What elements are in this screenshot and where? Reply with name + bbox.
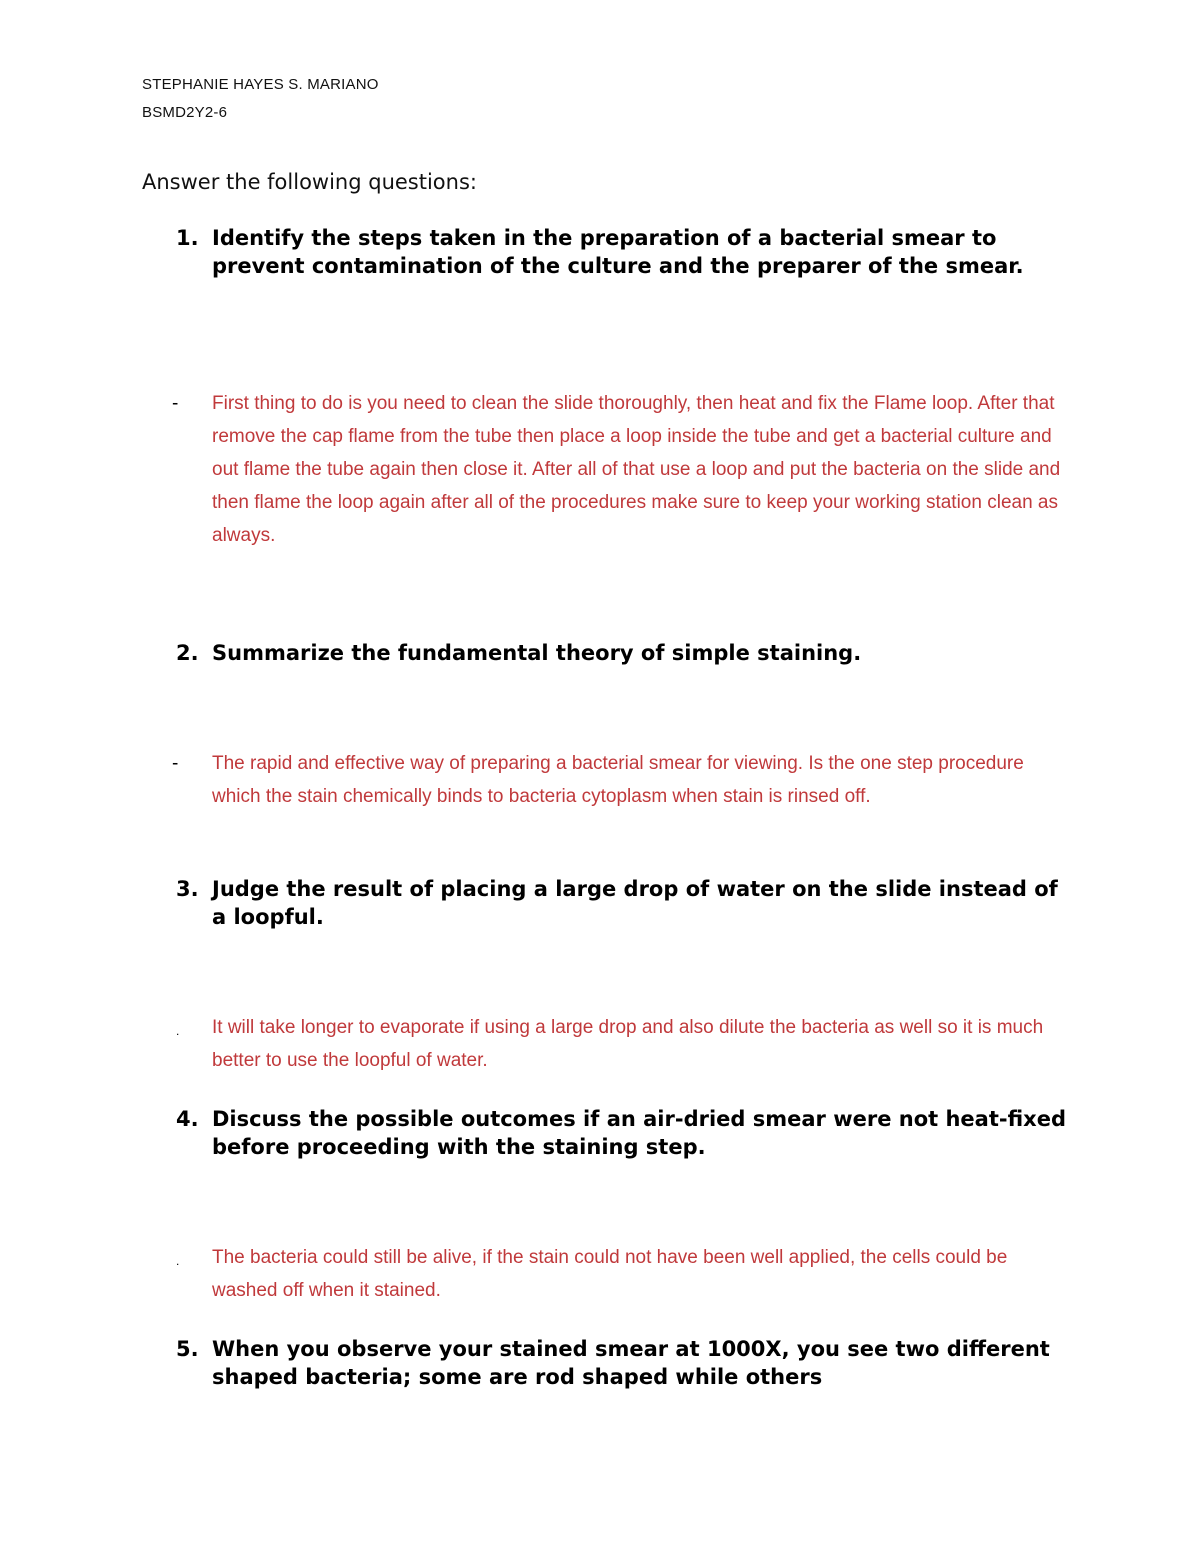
- question-number: 2.: [176, 641, 199, 665]
- header-name: STEPHANIE HAYES S. MARIANO: [142, 76, 379, 93]
- answer-bullet: .: [176, 1254, 180, 1268]
- intro-text: Answer the following questions:: [142, 170, 477, 194]
- answer-text: The bacteria could still be alive, if the stain could not have been well applied, the cells could be washed off when it stained.: [212, 1247, 1008, 1301]
- question-text: When you observe your stained smear at 1000X, you see two different shaped bacteria; some are rod shaped while others: [212, 1337, 1050, 1389]
- question-number: 3.: [176, 877, 199, 901]
- question-text: Discuss the possible outcomes if an air-dried smear were not heat-fixed before proceeding with the staining step.: [212, 1107, 1066, 1159]
- question-number: 4.: [176, 1107, 199, 1131]
- answer-bullet: -: [172, 393, 179, 414]
- question-4: [176, 1105, 1076, 1161]
- question-2: [176, 639, 1076, 667]
- answer-text: First thing to do is you need to clean the slide thoroughly, then heat and fix the Flame loop. After that remove the cap flame from the tube then place a loop inside the tube and get a bacterial culture and out flame the tube again then close it. After all of that use a loop and put the bacteria on the slide and then flame the loop again after all of the procedures make sure to keep your working station clean as always.: [212, 393, 1061, 546]
- question-3: [176, 875, 1076, 931]
- answer-text: The rapid and effective way of preparing a bacterial smear for viewing. Is the one step procedure which the stain chemically binds to bacteria cytoplasm when stain is rinsed off.: [212, 753, 1024, 807]
- question-5: [176, 1335, 1076, 1391]
- header-section: BSMD2Y2-6: [142, 104, 228, 121]
- answer-bullet: -: [172, 753, 179, 774]
- question-number: 1.: [176, 226, 199, 250]
- answer-text: It will take longer to evaporate if using a large drop and also dilute the bacteria as well so it is much better to use the loopful of water.: [212, 1017, 1044, 1071]
- question-text: Summarize the fundamental theory of simple staining.: [212, 641, 862, 665]
- question-1: [176, 224, 1076, 280]
- answer-1: [172, 387, 1062, 552]
- answer-2: [172, 747, 1062, 813]
- question-text: Identify the steps taken in the preparation of a bacterial smear to prevent contamination of the culture and the preparer of the smear.: [212, 226, 1024, 278]
- answer-bullet: .: [176, 1024, 180, 1038]
- answer-4: [172, 1241, 1062, 1307]
- question-text: Judge the result of placing a large drop of water on the slide instead of a loopful.: [212, 877, 1058, 929]
- answer-3: [172, 1011, 1062, 1077]
- question-number: 5.: [176, 1337, 199, 1361]
